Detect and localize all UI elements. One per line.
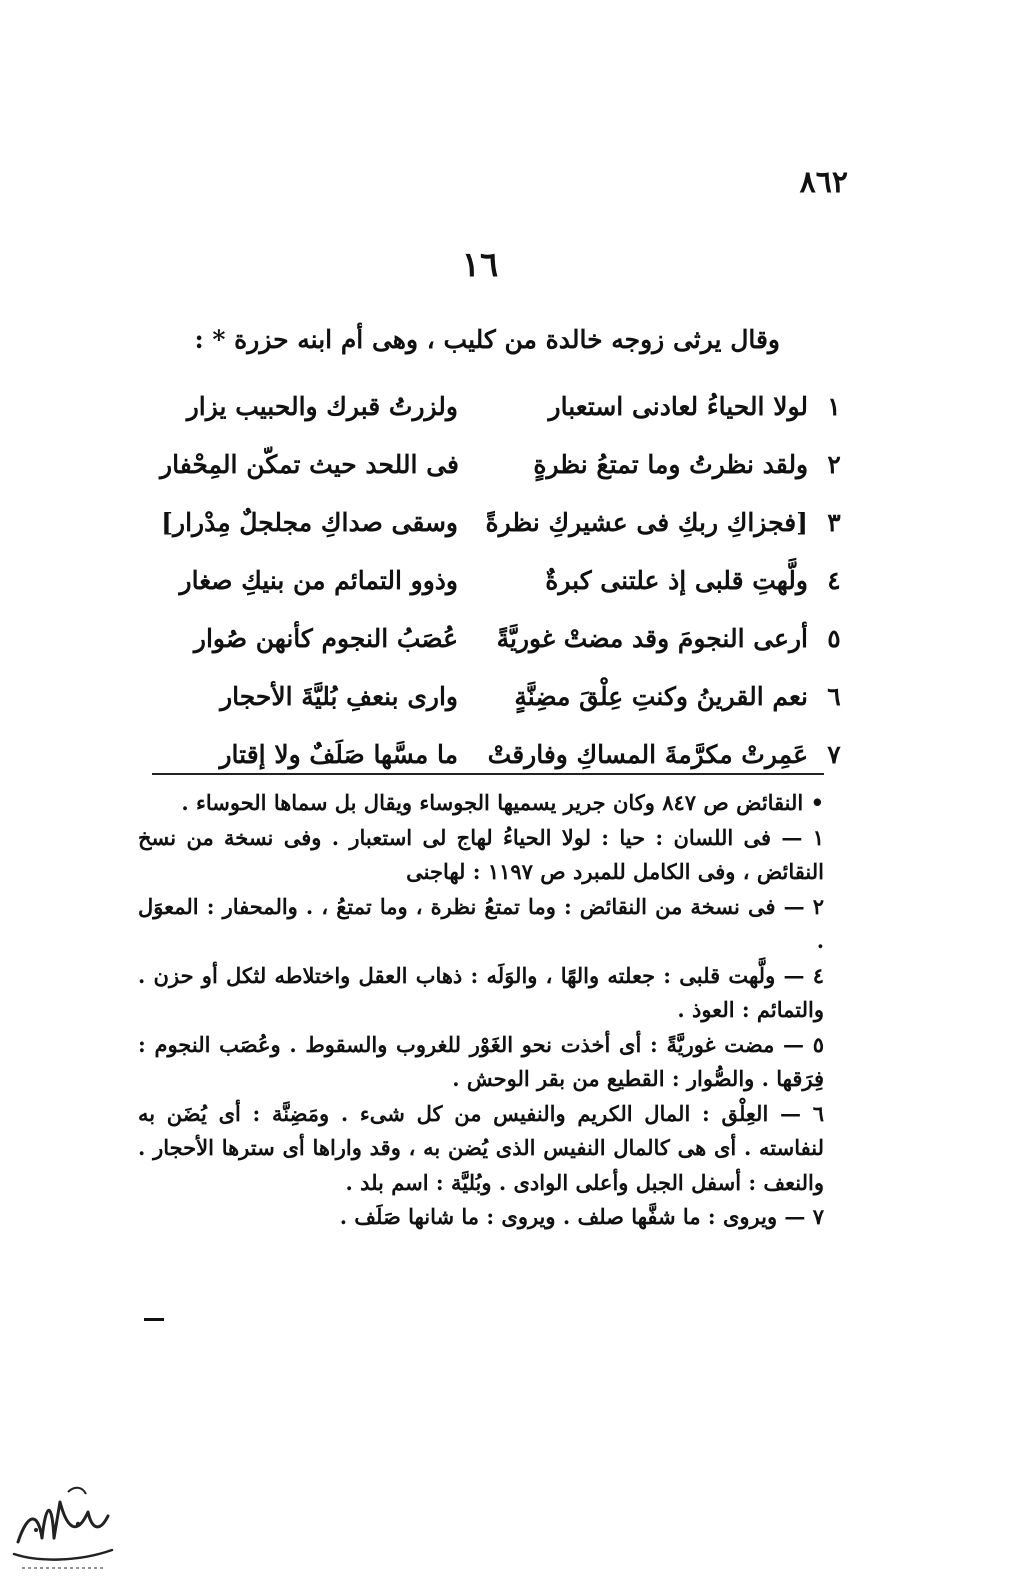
verse-number: ١ <box>827 391 841 421</box>
verse-second-hemistich: ولزرتُ قبرك والحبيب يزار <box>186 391 458 421</box>
verse-number: ٤ <box>827 565 841 595</box>
end-dash <box>144 1318 164 1321</box>
verse-row <box>160 667 860 725</box>
verse-first-hemistich: عَمِرتْ مكرَّمةَ المساكِ وفارقتْ <box>487 739 808 769</box>
footnotes <box>138 786 824 1235</box>
verse-second-hemistich: وذوو التمائم من بنيكِ صغار <box>179 565 458 595</box>
section-number: ١٦ <box>461 245 499 285</box>
poem-introduction: وقال يرثى زوجه خالدة من كليب ، وهى أم ابنه حزرة * : <box>194 325 780 354</box>
verse-row <box>160 609 860 667</box>
verse-row <box>160 551 860 609</box>
verse-second-hemistich: فى اللحد حيث تمكّن المِحْفار <box>160 449 459 479</box>
verse-first-hemistich: [فجزاكِ ربكِ فى عشيركِ نظرةً <box>485 507 808 537</box>
verse-second-hemistich: وسقى صداكِ مجلجلٌ مِدْرار] <box>161 507 458 537</box>
verse-number: ٥ <box>827 623 841 653</box>
footnote: ٦ — العِلْق : المال الكريم والنفيس من كل شىء . ومَضِنَّة : أى يُضَن به لنفاسته . أى هى كالمال النفيس الذى يُضن به ، وقد واراها أى سترها الأحجار . والنعف : أسفل الجبل وأعلى الوادى . وبُليَّة : اسم بلد . <box>138 1100 824 1195</box>
verse-first-hemistich: أرعى النجومَ وقد مضتْ غوريَّةً <box>496 623 808 653</box>
verse-number: ٢ <box>827 449 841 479</box>
verse-number: ٧ <box>827 739 841 769</box>
verse-second-hemistich: ما مسَّها صَلَفٌ ولا إقتار <box>219 739 458 769</box>
library-stamp-icon <box>8 1472 120 1582</box>
footnote: ١ — فى اللسان : حيا : لولا الحياءُ لهاج لى استعبار . وفى نسخة من نسخ النقائض ، وفى الكامل للمبرد ص ١١٩٧ : لهاجنى <box>138 824 824 884</box>
verse-second-hemistich: عُصَبُ النجوم كأنهن صُوار <box>193 623 458 653</box>
verse-first-hemistich: نعم القرينُ وكنتِ عِلْقَ مضِنَّةٍ <box>514 681 808 711</box>
verse-second-hemistich: وارى بنعفِ بُليَّةَ الأحجار <box>220 681 458 711</box>
verse-first-hemistich: لولا الحياءُ لعادنى استعبار <box>548 391 808 421</box>
poem <box>160 377 860 783</box>
footnote: ٤ — ولَّهت قلبى : جعلته والهًا ، والوَلَه : ذهاب العقل واختلاطه لثكل أو حزن . والتمائم : العوذ . <box>138 962 824 1022</box>
verse-first-hemistich: ولقد نظرتُ وما تمتعُ نظرةٍ <box>533 449 809 479</box>
footnote: ٧ — ويروى : ما شفَّها صلف . ويروى : ما شانها صَلَف . <box>339 1204 824 1229</box>
verse-number: ٣ <box>827 507 841 537</box>
footnote-divider <box>152 773 824 775</box>
verse-row <box>160 493 860 551</box>
verse-first-hemistich: ولَّهتِ قلبى إذ علتنى كبرةٌ <box>545 565 808 595</box>
verse-row <box>160 435 860 493</box>
verse-number: ٦ <box>827 681 841 711</box>
footnote: ٢ — فى نسخة من النقائض : وما تمتعُ نظرة ، وما تمتعُ ، . والمحفار : المعوَل . <box>138 893 824 953</box>
verse-row <box>160 377 860 435</box>
footnote: ٥ — مضت غوريَّةً : أى أخذت نحو الغَوْر للغروب والسقوط . وعُصَب النجوم : فِرَقها . والصُّوار : القطيع من بقر الوحش . <box>138 1031 824 1091</box>
footnote: • النقائض ص ٨٤٧ وكان جرير يسميها الجوساء ويقال بل سماها الحوساء . <box>181 790 824 815</box>
page-number: ٨٦٢ <box>799 165 848 200</box>
